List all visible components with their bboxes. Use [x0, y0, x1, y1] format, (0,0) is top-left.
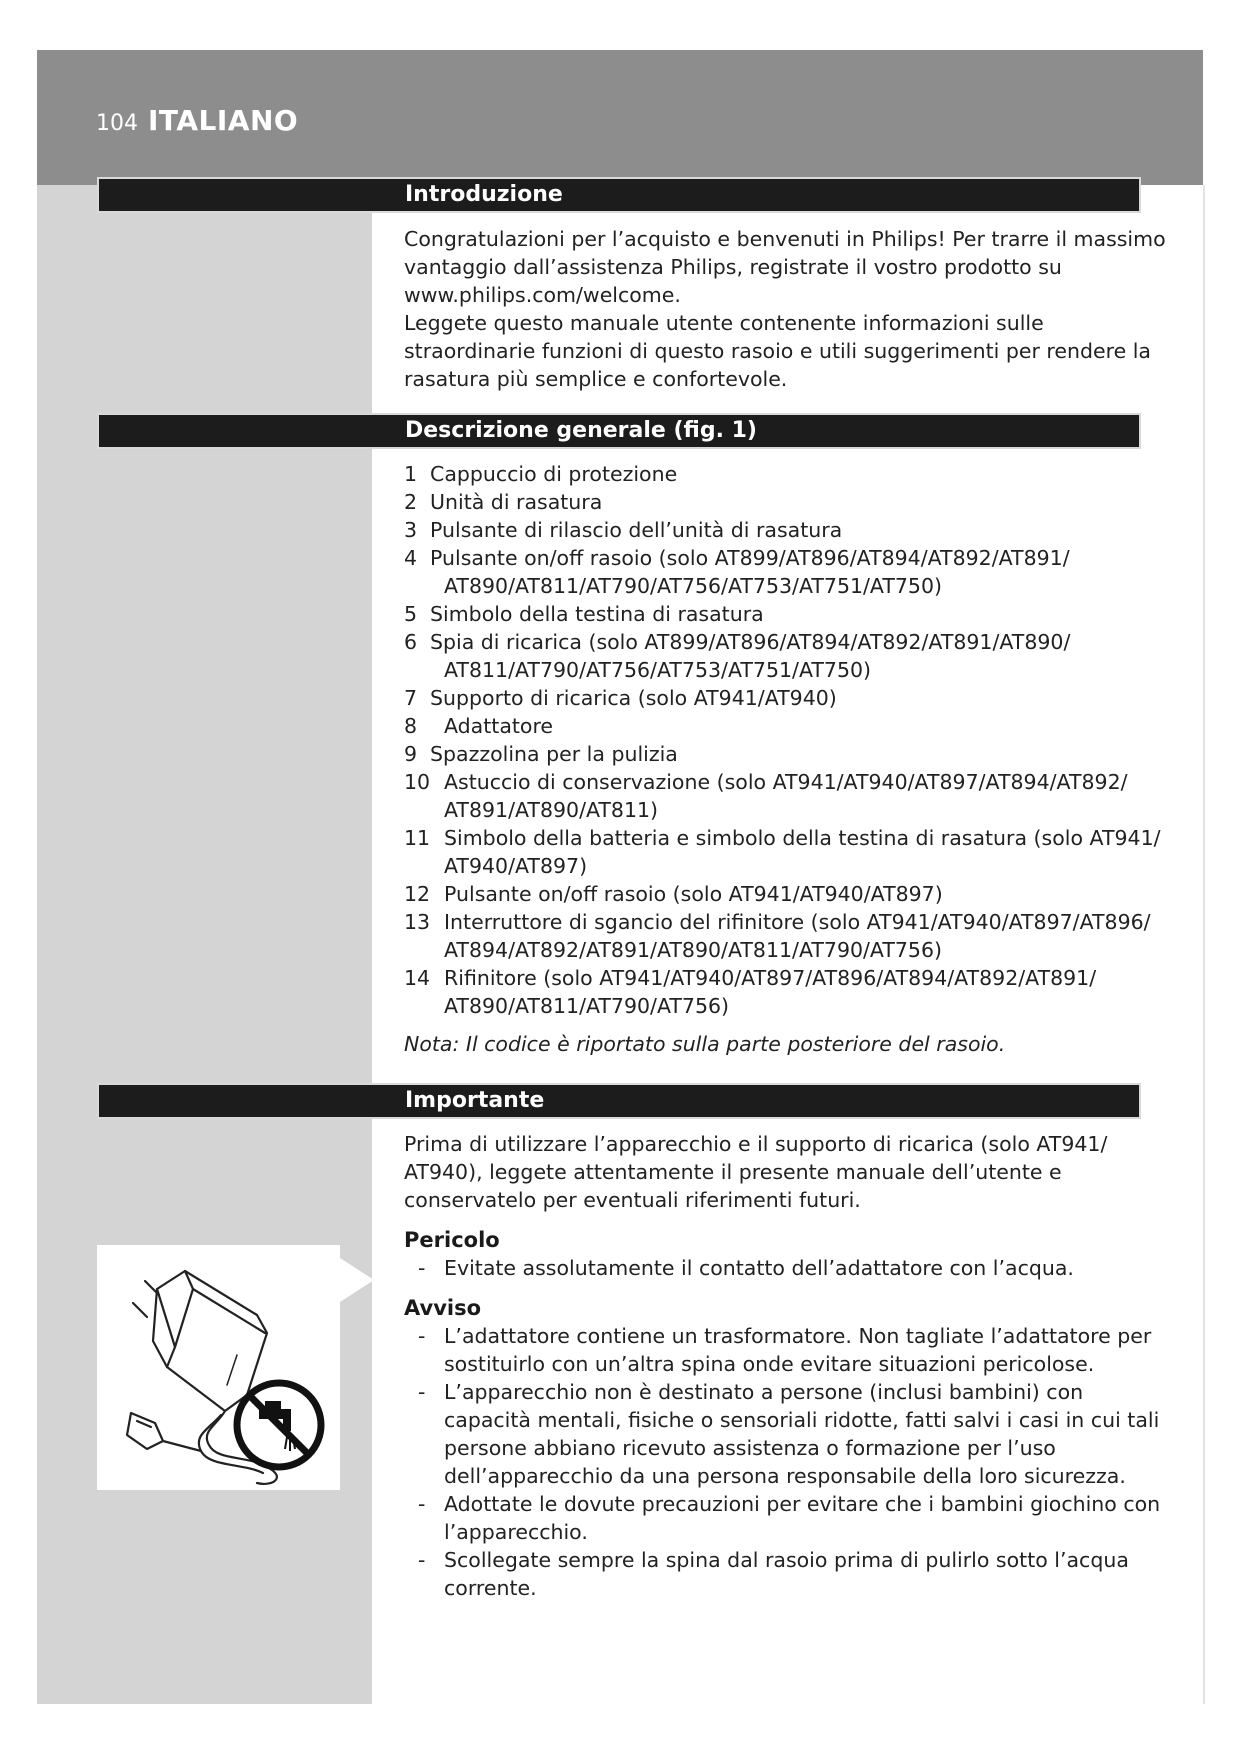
list-item	[404, 684, 1174, 712]
warning-list	[404, 1322, 1174, 1602]
item-text: Cappuccio di protezione	[430, 462, 678, 486]
parts-list	[404, 460, 1174, 1020]
danger-heading: Pericolo	[404, 1228, 500, 1252]
dash-bullet: -	[418, 1380, 426, 1404]
item-text: Pulsante di rilascio dell’unità di rasatura	[430, 518, 843, 542]
important-paragraph: Prima di utilizzare l’apparecchio e il supporto di ricarica (solo AT941/ AT940), leggete attentamente il presente manuale dell’utente e conservatelo per eventuali riferimenti futuri.	[404, 1132, 1108, 1212]
item-text: Interruttore di sgancio del rifinitore (solo AT941/AT940/AT897/AT896/	[444, 910, 1151, 934]
list-item	[404, 712, 1174, 740]
list-item	[418, 1254, 1174, 1282]
item-text: Spazzolina per la pulizia	[430, 742, 678, 766]
model-note: Nota: Il codice è riportato sulla parte posteriore del rasoio.	[404, 1032, 1006, 1056]
item-text-cont: AT891/AT890/AT811)	[444, 798, 659, 822]
item-text-cont: AT940/AT897)	[444, 854, 588, 878]
item-number: 6	[404, 630, 418, 654]
item-text: L’adattatore contiene un trasformatore. Non tagliate l’adattatore per sostituirlo con un’altra spina onde evitare situazioni pericolose.	[444, 1324, 1152, 1376]
section-title: Introduzione	[405, 182, 563, 207]
item-text: Unità di rasatura	[430, 490, 603, 514]
illustration-pointer	[340, 1258, 374, 1302]
list-item	[404, 740, 1174, 768]
intro-paragraph-1: Congratulazioni per l’acquisto e benvenuti in Philips! Per trarre il massimo vantaggio dall’assistenza Philips, registrate il vostro prodotto su www.philips.com/welcome.	[404, 227, 1166, 307]
important-text	[404, 1130, 1174, 1602]
list-item	[404, 908, 1174, 964]
item-text: Pulsante on/off rasoio (solo AT941/AT940/AT897)	[444, 882, 943, 906]
item-text: L’apparecchio non è destinato a persone (inclusi bambini) con capacità mentali, fisiche o sensoriali ridotte, fatti salvi i casi in cui tali persone abbiano ricevuto assistenza o formazione per l’uso dell’apparecchio da una persona responsabile della loro sicurezza.	[444, 1380, 1160, 1488]
header-title	[96, 104, 298, 137]
dash-bullet: -	[418, 1548, 426, 1572]
list-item	[418, 1546, 1174, 1602]
item-text: Spia di ricarica (solo AT899/AT896/AT894/AT892/AT891/AT890/	[430, 630, 1071, 654]
item-text-cont: AT894/AT892/AT891/AT890/AT811/AT790/AT756)	[444, 938, 943, 962]
item-number: 5	[404, 602, 418, 626]
item-number: 13	[404, 910, 431, 934]
section-heading-overview	[97, 413, 1141, 449]
item-number: 8	[404, 714, 418, 738]
dash-bullet: -	[418, 1324, 426, 1348]
item-number: 12	[404, 882, 431, 906]
page-number: 104	[96, 111, 138, 136]
language-label: ITALIANO	[148, 104, 299, 137]
item-text: Rifinitore (solo AT941/AT940/AT897/AT896/AT894/AT892/AT891/	[444, 966, 1097, 990]
item-text: Evitate assolutamente il contatto dell’adattatore con l’acqua.	[444, 1256, 1074, 1280]
item-text-cont: AT890/AT811/AT790/AT756)	[444, 994, 730, 1018]
list-item	[404, 964, 1174, 1020]
item-text: Pulsante on/off rasoio (solo AT899/AT896/AT894/AT892/AT891/	[430, 546, 1070, 570]
item-text: Astuccio di conservazione (solo AT941/AT940/AT897/AT894/AT892/	[444, 770, 1128, 794]
list-item	[404, 516, 1174, 544]
list-item	[404, 628, 1174, 684]
adapter-no-water-icon	[97, 1245, 340, 1490]
item-text: Simbolo della testina di rasatura	[430, 602, 764, 626]
list-item	[418, 1378, 1174, 1490]
list-item	[404, 768, 1174, 824]
section-heading-intro	[97, 177, 1141, 213]
item-text: Scollegate sempre la spina dal rasoio prima di pulirlo sotto l’acqua corrente.	[444, 1548, 1129, 1600]
list-item	[418, 1322, 1174, 1378]
warning-heading: Avviso	[404, 1296, 482, 1320]
item-text-cont: AT811/AT790/AT756/AT753/AT751/AT750)	[444, 658, 872, 682]
item-number: 2	[404, 490, 418, 514]
intro-paragraph-2: Leggete questo manuale utente contenente informazioni sulle straordinarie funzioni di questo rasoio e utili suggerimenti per rendere la rasatura più semplice e confortevole.	[404, 311, 1151, 391]
item-number: 10	[404, 770, 431, 794]
section-title: Descrizione generale (fig. 1)	[405, 418, 757, 443]
list-item	[404, 880, 1174, 908]
list-item	[404, 460, 1174, 488]
section-heading-important	[97, 1083, 1141, 1119]
dash-bullet: -	[418, 1256, 426, 1280]
intro-text	[404, 225, 1174, 393]
adapter-illustration	[97, 1245, 340, 1490]
item-text-cont: AT890/AT811/AT790/AT756/AT753/AT751/AT750)	[444, 574, 943, 598]
section-title: Importante	[405, 1088, 545, 1113]
danger-list	[404, 1254, 1174, 1282]
overview-text	[404, 460, 1174, 1058]
item-number: 9	[404, 742, 418, 766]
item-number: 3	[404, 518, 418, 542]
right-edge-rule	[1203, 185, 1205, 1704]
item-number: 14	[404, 966, 431, 990]
list-item	[404, 544, 1174, 600]
list-item	[418, 1490, 1174, 1546]
item-number: 11	[404, 826, 431, 850]
item-text: Simbolo della batteria e simbolo della testina di rasatura (solo AT941/	[444, 826, 1161, 850]
item-number: 7	[404, 686, 418, 710]
item-number: 1	[404, 462, 418, 486]
item-text: Adattatore	[444, 714, 554, 738]
item-text: Adottate le dovute precauzioni per evitare che i bambini giochino con l’apparecchio.	[444, 1492, 1161, 1544]
list-item	[404, 488, 1174, 516]
item-text: Supporto di ricarica (solo AT941/AT940)	[430, 686, 837, 710]
list-item	[404, 600, 1174, 628]
item-number: 4	[404, 546, 418, 570]
dash-bullet: -	[418, 1492, 426, 1516]
list-item	[404, 824, 1174, 880]
